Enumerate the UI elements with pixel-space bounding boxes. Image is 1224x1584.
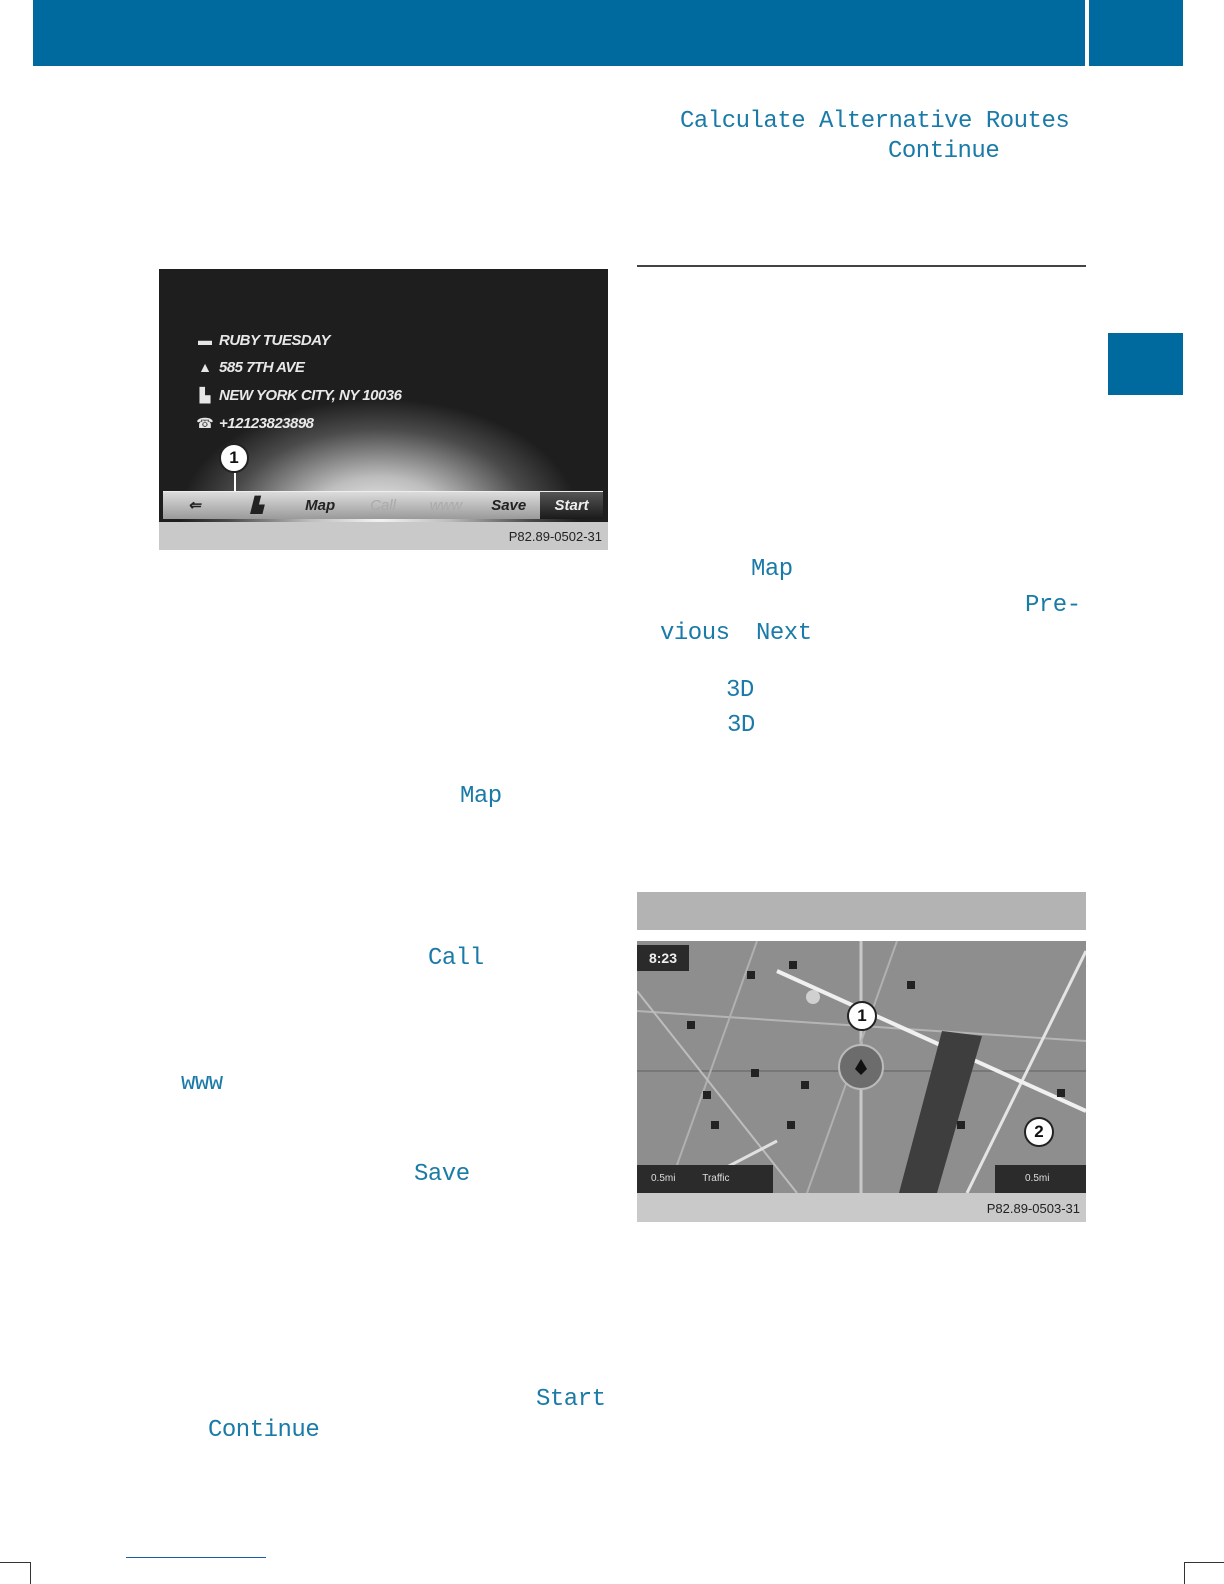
map-figure [637, 941, 1086, 1222]
poi-menu-bar [163, 491, 603, 519]
section-divider [637, 265, 1086, 267]
header-page-tab [1089, 0, 1183, 66]
callout-2: 2 [1024, 1117, 1054, 1147]
back-button[interactable]: ⇐ [188, 497, 201, 514]
restaurant-icon: ▬ [198, 332, 212, 348]
previous-option-part2[interactable]: vious [660, 620, 730, 647]
poi-street: 585 7TH AVE [219, 358, 305, 376]
call-button[interactable]: Call [370, 497, 396, 514]
poi-detail-screen [159, 269, 608, 522]
crop-mark [1184, 1562, 1185, 1584]
poi-row-street [191, 356, 304, 378]
map-option[interactable]: Map [460, 783, 502, 810]
map-screen [637, 941, 1086, 1193]
poi-row-name [191, 329, 330, 351]
save-button[interactable]: Save [491, 497, 527, 514]
poi-row-city [191, 384, 401, 406]
map-scale-bar [637, 1165, 773, 1193]
phone-icon: ☎ [196, 414, 214, 431]
www-button[interactable]: www [429, 497, 463, 514]
save-option[interactable]: Save [414, 1161, 470, 1188]
distance-display [995, 1165, 1086, 1193]
callout-1: 1 [847, 1001, 877, 1031]
continue-option-left[interactable]: Continue [208, 1417, 320, 1444]
crop-mark [1184, 1562, 1224, 1563]
map-drawing [637, 941, 1086, 1193]
footer-link-line [126, 1557, 266, 1558]
continue-option[interactable]: Continue [888, 138, 1000, 165]
map-button[interactable]: Map [305, 497, 336, 514]
poi-row-phone [191, 412, 314, 434]
start-button[interactable]: Start [540, 492, 603, 519]
3d-option-a[interactable]: 3D [726, 677, 754, 704]
map-option-right[interactable]: Map [751, 556, 793, 583]
callout-1: 1 [219, 443, 249, 473]
header-bar [33, 0, 1085, 66]
crop-mark [30, 1562, 31, 1584]
figure-code: P82.89-0503-31 [986, 1201, 1080, 1216]
calculate-alt-routes-option[interactable]: Calculate Alternative Routes [680, 108, 1070, 135]
figure-caption-bar [637, 892, 1086, 930]
callout-1-pointer [234, 473, 236, 493]
poi-detail-figure [159, 269, 608, 550]
call-option[interactable]: Call [428, 945, 484, 972]
next-option[interactable]: Next [756, 620, 812, 647]
clock-display: 8:23 [637, 945, 689, 971]
city-icon: ▙ [199, 386, 211, 403]
traffic-indicator: Traffic [702, 1173, 730, 1184]
map-scale: 0.5mi [651, 1173, 676, 1184]
figure-code: P82.89-0502-31 [508, 529, 602, 544]
poi-phone: +12123823898 [219, 414, 314, 432]
poi-name: RUBY TUESDAY [219, 331, 330, 349]
3d-option-b[interactable]: 3D [727, 712, 755, 739]
previous-option-part1[interactable]: Pre‐ [1025, 592, 1081, 619]
poi-info-button[interactable] [226, 492, 289, 519]
chapter-side-tab [1108, 333, 1183, 395]
street-icon: ▲ [198, 359, 212, 375]
poi-city: NEW YORK CITY, NY 10036 [219, 386, 402, 404]
www-option[interactable]: www [181, 1070, 223, 1097]
crop-mark [0, 1562, 30, 1563]
start-option[interactable]: Start [536, 1386, 606, 1413]
distance-value: 0.5mi [1025, 1173, 1050, 1184]
building-icon: ▙ [251, 497, 264, 514]
